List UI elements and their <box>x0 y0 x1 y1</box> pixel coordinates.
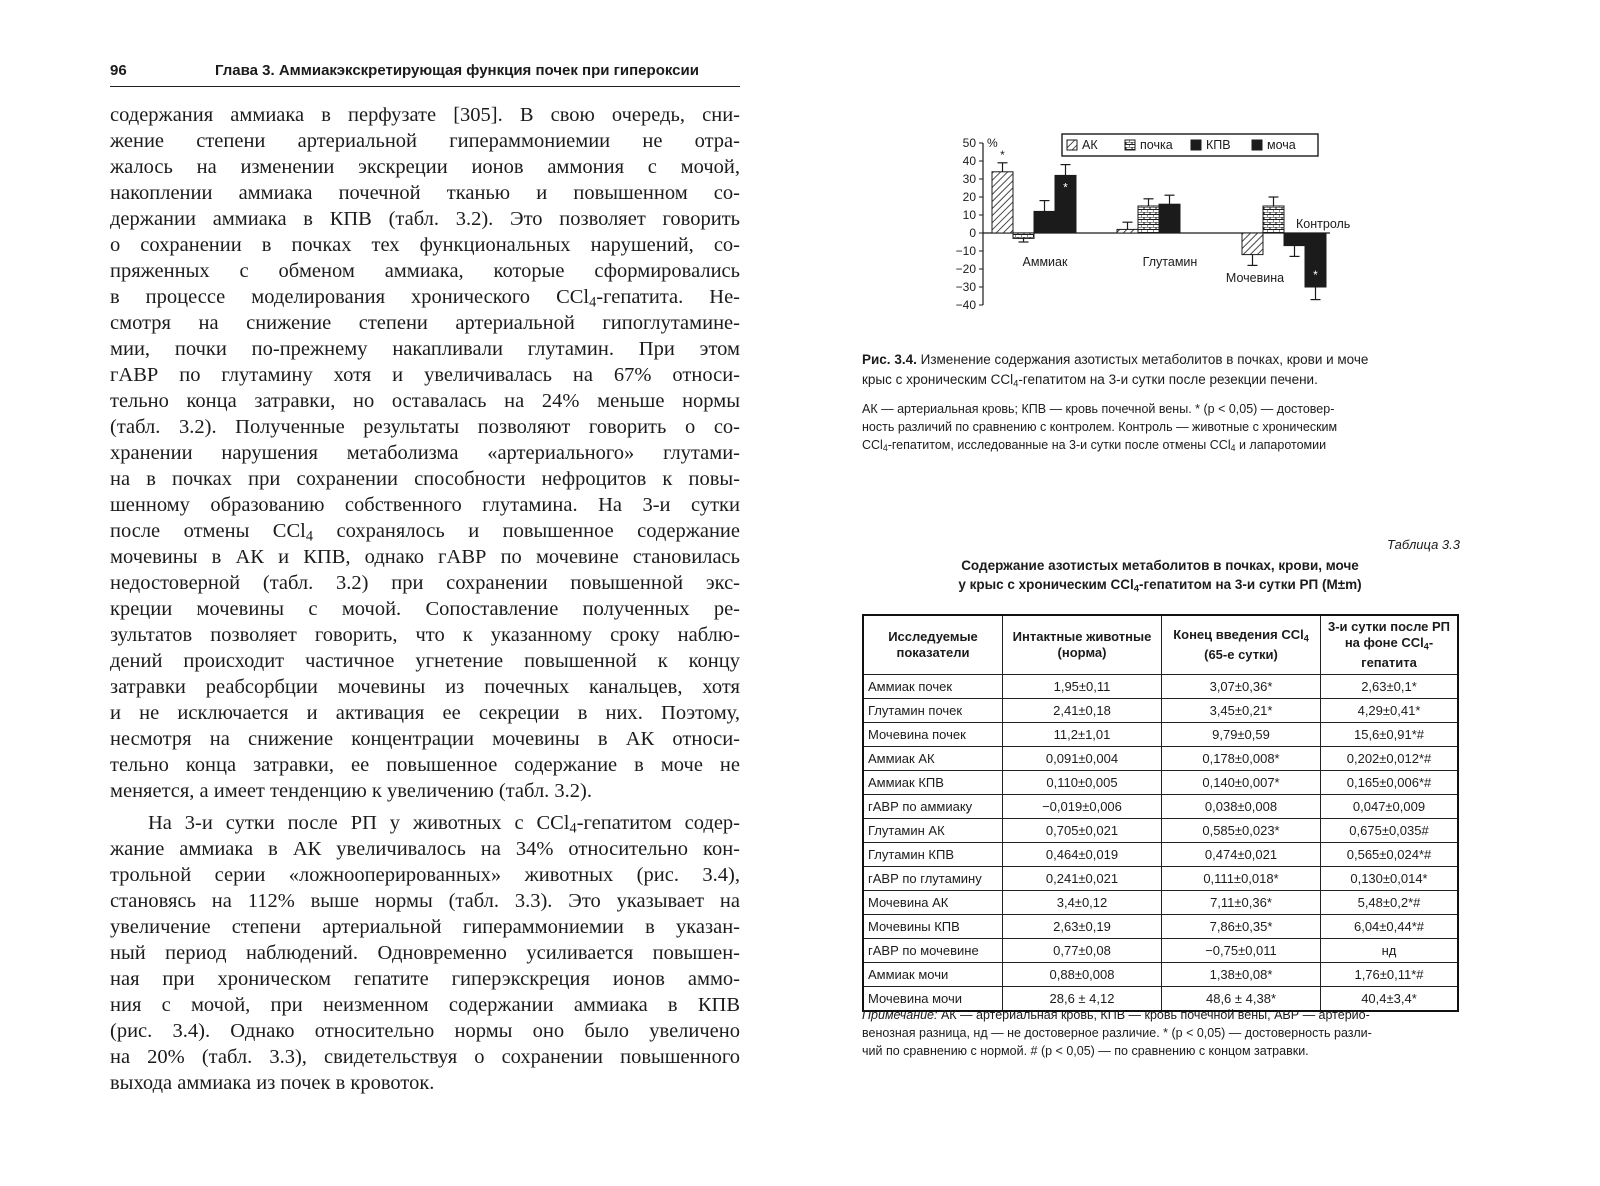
header-indicators: Исследуемые показатели <box>863 615 1003 675</box>
table-cell: Мочевина почек <box>863 723 1003 747</box>
table-cell: 0,77±0,08 <box>1003 939 1162 963</box>
body-line: пряженных с обменом аммиака, которые сформировались <box>110 260 740 282</box>
bar-chart <box>955 132 1405 332</box>
bar <box>992 172 1013 233</box>
bar <box>1284 233 1305 246</box>
table-title <box>860 556 1460 598</box>
table-cell: −0,019±0,006 <box>1003 795 1162 819</box>
metabolites-table <box>862 614 1459 1012</box>
header-intact: Интактные животные (норма) <box>1003 615 1162 675</box>
y-tick-label: 20 <box>962 190 976 204</box>
body-line: затравки реабсорбции мочевины из почечных канальцев, хотя <box>110 676 740 698</box>
body-line: жание аммиака в АК увеличивалось на 34% относительно кон- <box>110 838 740 860</box>
table-row <box>863 699 1458 723</box>
body-line: ния с мочой, при неизменном содержании аммиака в КПВ <box>110 994 740 1016</box>
table-cell: 40,4±3,4* <box>1321 987 1459 1012</box>
body-line: становясь на 112% выше нормы (табл. 3.3). Это указывает на <box>110 890 740 912</box>
body-line: содержания аммиака в перфузате [305]. В свою очередь, сни- <box>110 104 740 126</box>
y-tick-label: −30 <box>955 280 976 294</box>
table-cell: 0,705±0,021 <box>1003 819 1162 843</box>
figure-note-line-2: ность различий по сравнению с контролем. Контроль — животные с хроническим <box>862 420 1338 434</box>
table-cell: −0,75±0,011 <box>1162 939 1321 963</box>
body-line: и не исключается и активация ее секреции в них. Поэтому, <box>110 702 740 724</box>
table-cell: 0,585±0,023* <box>1162 819 1321 843</box>
body-line: зультатов позволяет говорить, что к указанному сроку наблю- <box>110 624 740 646</box>
figure-note <box>862 400 1462 457</box>
body-line: На 3-и сутки после РП у животных с CCl$_4$-гепатитом содер- <box>148 812 741 837</box>
table-cell: Аммиак мочи <box>863 963 1003 987</box>
group-label: Мочевина <box>1225 271 1285 285</box>
y-tick-label: −10 <box>955 244 976 258</box>
table-cell: 0,110±0,005 <box>1003 771 1162 795</box>
body-line: меняется, а имеет тенденцию к увеличению (табл. 3.2). <box>110 780 593 802</box>
table-cell: 5,48±0,2*# <box>1321 891 1459 915</box>
table-header-row <box>863 615 1458 675</box>
table-cell: 2,63±0,19 <box>1003 915 1162 939</box>
bar <box>1159 204 1180 233</box>
table-cell: 0,091±0,004 <box>1003 747 1162 771</box>
body-line: жалось на изменении экскреции ионов аммония с мочой, <box>110 156 740 178</box>
legend-swatch <box>1125 140 1135 150</box>
body-line: хранении нарушения метаболизма «артериального» глутами- <box>110 442 740 464</box>
figure-note-line-1: АК — артериальная кровь; КПВ — кровь почечной вены. * (р < 0,05) — достовер- <box>862 402 1335 416</box>
y-unit-label: % <box>987 136 998 150</box>
significance-star: * <box>1313 268 1318 282</box>
bar <box>1117 229 1138 233</box>
table-cell: нд <box>1321 939 1459 963</box>
y-tick-label: −40 <box>955 298 976 312</box>
body-line: несмотря на снижение концентрации мочевины в АК относи- <box>110 728 740 750</box>
table-cell: Аммиак КПВ <box>863 771 1003 795</box>
group-label: Аммиак <box>1022 255 1068 269</box>
header-day3-after-rp: 3-и сутки после РП на фоне CCl$_4$-гепатита <box>1321 615 1459 675</box>
table-cell: 0,038±0,008 <box>1162 795 1321 819</box>
table-label: Таблица 3.3 <box>1387 537 1460 552</box>
table-cell: 0,464±0,019 <box>1003 843 1162 867</box>
table-cell: Глутамин КПВ <box>863 843 1003 867</box>
table-cell: 0,474±0,021 <box>1162 843 1321 867</box>
body-line: ный период наблюдений. Одновременно усиливается повышен- <box>110 942 740 964</box>
table-row <box>863 843 1458 867</box>
table-cell: 0,111±0,018* <box>1162 867 1321 891</box>
table-row <box>863 963 1458 987</box>
table-cell: 0,178±0,008* <box>1162 747 1321 771</box>
table-cell: 48,6 ± 4,38* <box>1162 987 1321 1012</box>
figure-3-4-chart <box>955 132 1405 332</box>
table-cell: гАВР по аммиаку <box>863 795 1003 819</box>
table-cell: 0,130±0,014* <box>1321 867 1459 891</box>
body-line: выхода аммиака из почек в кровоток. <box>110 1072 435 1094</box>
bar <box>1034 211 1055 233</box>
table-cell: 3,4±0,12 <box>1003 891 1162 915</box>
bar <box>1013 233 1034 238</box>
figure-note-line-3: CCl$_4$-гепатитом, исследованные на 3-и сутки после отмены CCl$_4$ и лапаротомии <box>862 438 1327 454</box>
body-line: трольной серии «ложнооперированных» животных (рис. 3.4), <box>110 864 740 886</box>
table-title-line-2: у крыс с хроническим CCl$_4$-гепатитом на 3-и сутки РП (M±m) <box>958 577 1362 595</box>
table-cell: 0,202±0,012*# <box>1321 747 1459 771</box>
table-cell: 0,88±0,008 <box>1003 963 1162 987</box>
body-line: (табл. 3.2). Полученные результаты позволяют говорить о со- <box>110 416 740 438</box>
table-cell: 28,6 ± 4,12 <box>1003 987 1162 1012</box>
body-line: мочевины в АК и КПВ, однако гАВР по мочевине становилась <box>110 546 740 568</box>
table-cell: Мочевина мочи <box>863 987 1003 1012</box>
table-row <box>863 867 1458 891</box>
table-cell: 15,6±0,91*# <box>1321 723 1459 747</box>
table-cell: гАВР по глутамину <box>863 867 1003 891</box>
body-line: гАВР по глутамину хотя и увеличивалась на 67% относи- <box>110 364 740 386</box>
table-note-line-3: чий по сравнению с нормой. # (р < 0,05) — по сравнению с концом затравки. <box>862 1044 1309 1058</box>
body-line: ная при хроническом гепатите гиперэкскреция ионов аммо- <box>110 968 740 990</box>
table-row <box>863 675 1458 699</box>
table-row <box>863 891 1458 915</box>
table-cell: Мочевины КПВ <box>863 915 1003 939</box>
body-line: (рис. 3.4). Однако относительно нормы оно было увеличено <box>110 1020 740 1042</box>
body-line: недостоверной (табл. 3.2) при сохранении повышенной экс- <box>110 572 740 594</box>
table-cell: Аммиак почек <box>863 675 1003 699</box>
table-cell: 2,41±0,18 <box>1003 699 1162 723</box>
legend-swatch <box>1191 140 1201 150</box>
significance-star: * <box>1063 180 1068 195</box>
table-cell: 0,165±0,006*# <box>1321 771 1459 795</box>
table-cell: Аммиак АК <box>863 747 1003 771</box>
table-cell: 1,95±0,11 <box>1003 675 1162 699</box>
table-cell: Глутамин АК <box>863 819 1003 843</box>
body-line: шенному образованию собственного глутамина. На 3-и сутки <box>110 494 740 516</box>
table-row <box>863 819 1458 843</box>
table-title-line-1: Содержание азотистых метаболитов в почках, крови, моче <box>961 558 1359 573</box>
table-cell: 0,565±0,024*# <box>1321 843 1459 867</box>
legend-label: АК <box>1082 138 1098 152</box>
bar <box>1263 206 1284 233</box>
baseline-label: Контроль <box>1296 217 1351 231</box>
table-cell: 6,04±0,44*# <box>1321 915 1459 939</box>
chapter-title: Глава 3. Аммиакэкскретирующая функция почек при гипероксии <box>215 62 699 79</box>
body-line: в процессе моделирования хронического CCl$_4$-гепатита. Не- <box>110 286 740 311</box>
body-line: дений происходит частичное угнетение повышенной к концу <box>110 650 740 672</box>
body-line: о сохранении в почках тех функциональных нарушений, со- <box>110 234 740 256</box>
table-row <box>863 747 1458 771</box>
body-line: смотря на снижение степени артериальной гипоглутамине- <box>110 312 740 334</box>
table-cell: 9,79±0,59 <box>1162 723 1321 747</box>
table-cell: 3,45±0,21* <box>1162 699 1321 723</box>
y-tick-label: −20 <box>955 262 976 276</box>
table-note-label: Примечание: <box>862 1008 938 1022</box>
body-line: мии, почки по-прежнему накапливали глутамин. При этом <box>110 338 740 360</box>
table-cell: Глутамин почек <box>863 699 1003 723</box>
running-header <box>110 62 740 87</box>
table-cell: 7,11±0,36* <box>1162 891 1321 915</box>
table-cell: 1,76±0,11*# <box>1321 963 1459 987</box>
figure-caption <box>862 350 1462 394</box>
table-note <box>862 1006 1462 1060</box>
legend-label: почка <box>1140 138 1173 152</box>
caption-line-1: Изменение содержания азотистых метаболитов в почках, крови и моче <box>920 352 1369 367</box>
table-cell: 1,38±0,08* <box>1162 963 1321 987</box>
group-label: Глутамин <box>1142 255 1198 269</box>
legend-swatch <box>1252 140 1262 150</box>
body-line: креции мочевины с мочой. Сопоставление полученных ре- <box>110 598 740 620</box>
legend-label: КПВ <box>1206 138 1231 152</box>
table-row <box>863 723 1458 747</box>
table-cell: 0,675±0,035# <box>1321 819 1459 843</box>
table-cell: 0,047±0,009 <box>1321 795 1459 819</box>
body-line: тельно конца затравки, но оставалась на 24% меньше нормы <box>110 390 740 412</box>
y-tick-label: 30 <box>962 172 976 186</box>
table-note-line-2: венозная разница, нд — не достоверное различие. * (р < 0,05) — достоверность разли- <box>862 1026 1372 1040</box>
table-row <box>863 939 1458 963</box>
y-tick-label: 50 <box>962 136 976 150</box>
caption-label: Рис. 3.4. <box>862 352 917 367</box>
table-note-line-1: АК — артериальная кровь, КПВ — кровь почечной вены, АВР — артерио- <box>937 1008 1370 1022</box>
y-tick-label: 0 <box>969 226 976 240</box>
page-number: 96 <box>110 62 127 79</box>
table-row <box>863 771 1458 795</box>
body-line: держании аммиака в КПВ (табл. 3.2). Это позволяет говорить <box>110 208 740 230</box>
body-line: после отмены CCl$_4$ сохранялось и повышенное содержание <box>110 520 740 545</box>
y-tick-label: 40 <box>962 154 976 168</box>
y-tick-label: 10 <box>962 208 976 222</box>
bar <box>1138 206 1159 233</box>
table-cell: 11,2±1,01 <box>1003 723 1162 747</box>
body-line: жение степени артериальной гипераммониемии не отра- <box>110 130 740 152</box>
table-row <box>863 915 1458 939</box>
significance-star: * <box>1000 147 1005 162</box>
body-line: на в почках при сохранении способности нефроцитов к повы- <box>110 468 740 490</box>
legend-swatch <box>1067 140 1077 150</box>
body-line: увеличение степени артериальной гипераммониемии в указан- <box>110 916 740 938</box>
table-cell: 0,140±0,007* <box>1162 771 1321 795</box>
table-cell: Мочевина АК <box>863 891 1003 915</box>
body-line: накоплении аммиака почечной тканью и повышенном со- <box>110 182 740 204</box>
table-cell: 7,86±0,35* <box>1162 915 1321 939</box>
caption-line-2: крыс с хроническим CCl$_4$-гепатитом на 3-и сутки после резекции печени. <box>862 372 1318 390</box>
table-cell: 3,07±0,36* <box>1162 675 1321 699</box>
legend-label: моча <box>1267 138 1296 152</box>
bar <box>1242 233 1263 255</box>
body-line: тельно конца затравки, ее повышенное содержание в моче не <box>110 754 740 776</box>
table-row <box>863 795 1458 819</box>
table-cell: гАВР по мочевине <box>863 939 1003 963</box>
table-cell: 4,29±0,41* <box>1321 699 1459 723</box>
body-line: на 20% (табл. 3.3), свидетельствуя о сохранении повышенного <box>110 1046 740 1068</box>
header-end-of-dosing: Конец введения CCl$_4$ (65-е сутки) <box>1162 615 1321 675</box>
table-cell: 2,63±0,1* <box>1321 675 1459 699</box>
table-cell: 0,241±0,021 <box>1003 867 1162 891</box>
